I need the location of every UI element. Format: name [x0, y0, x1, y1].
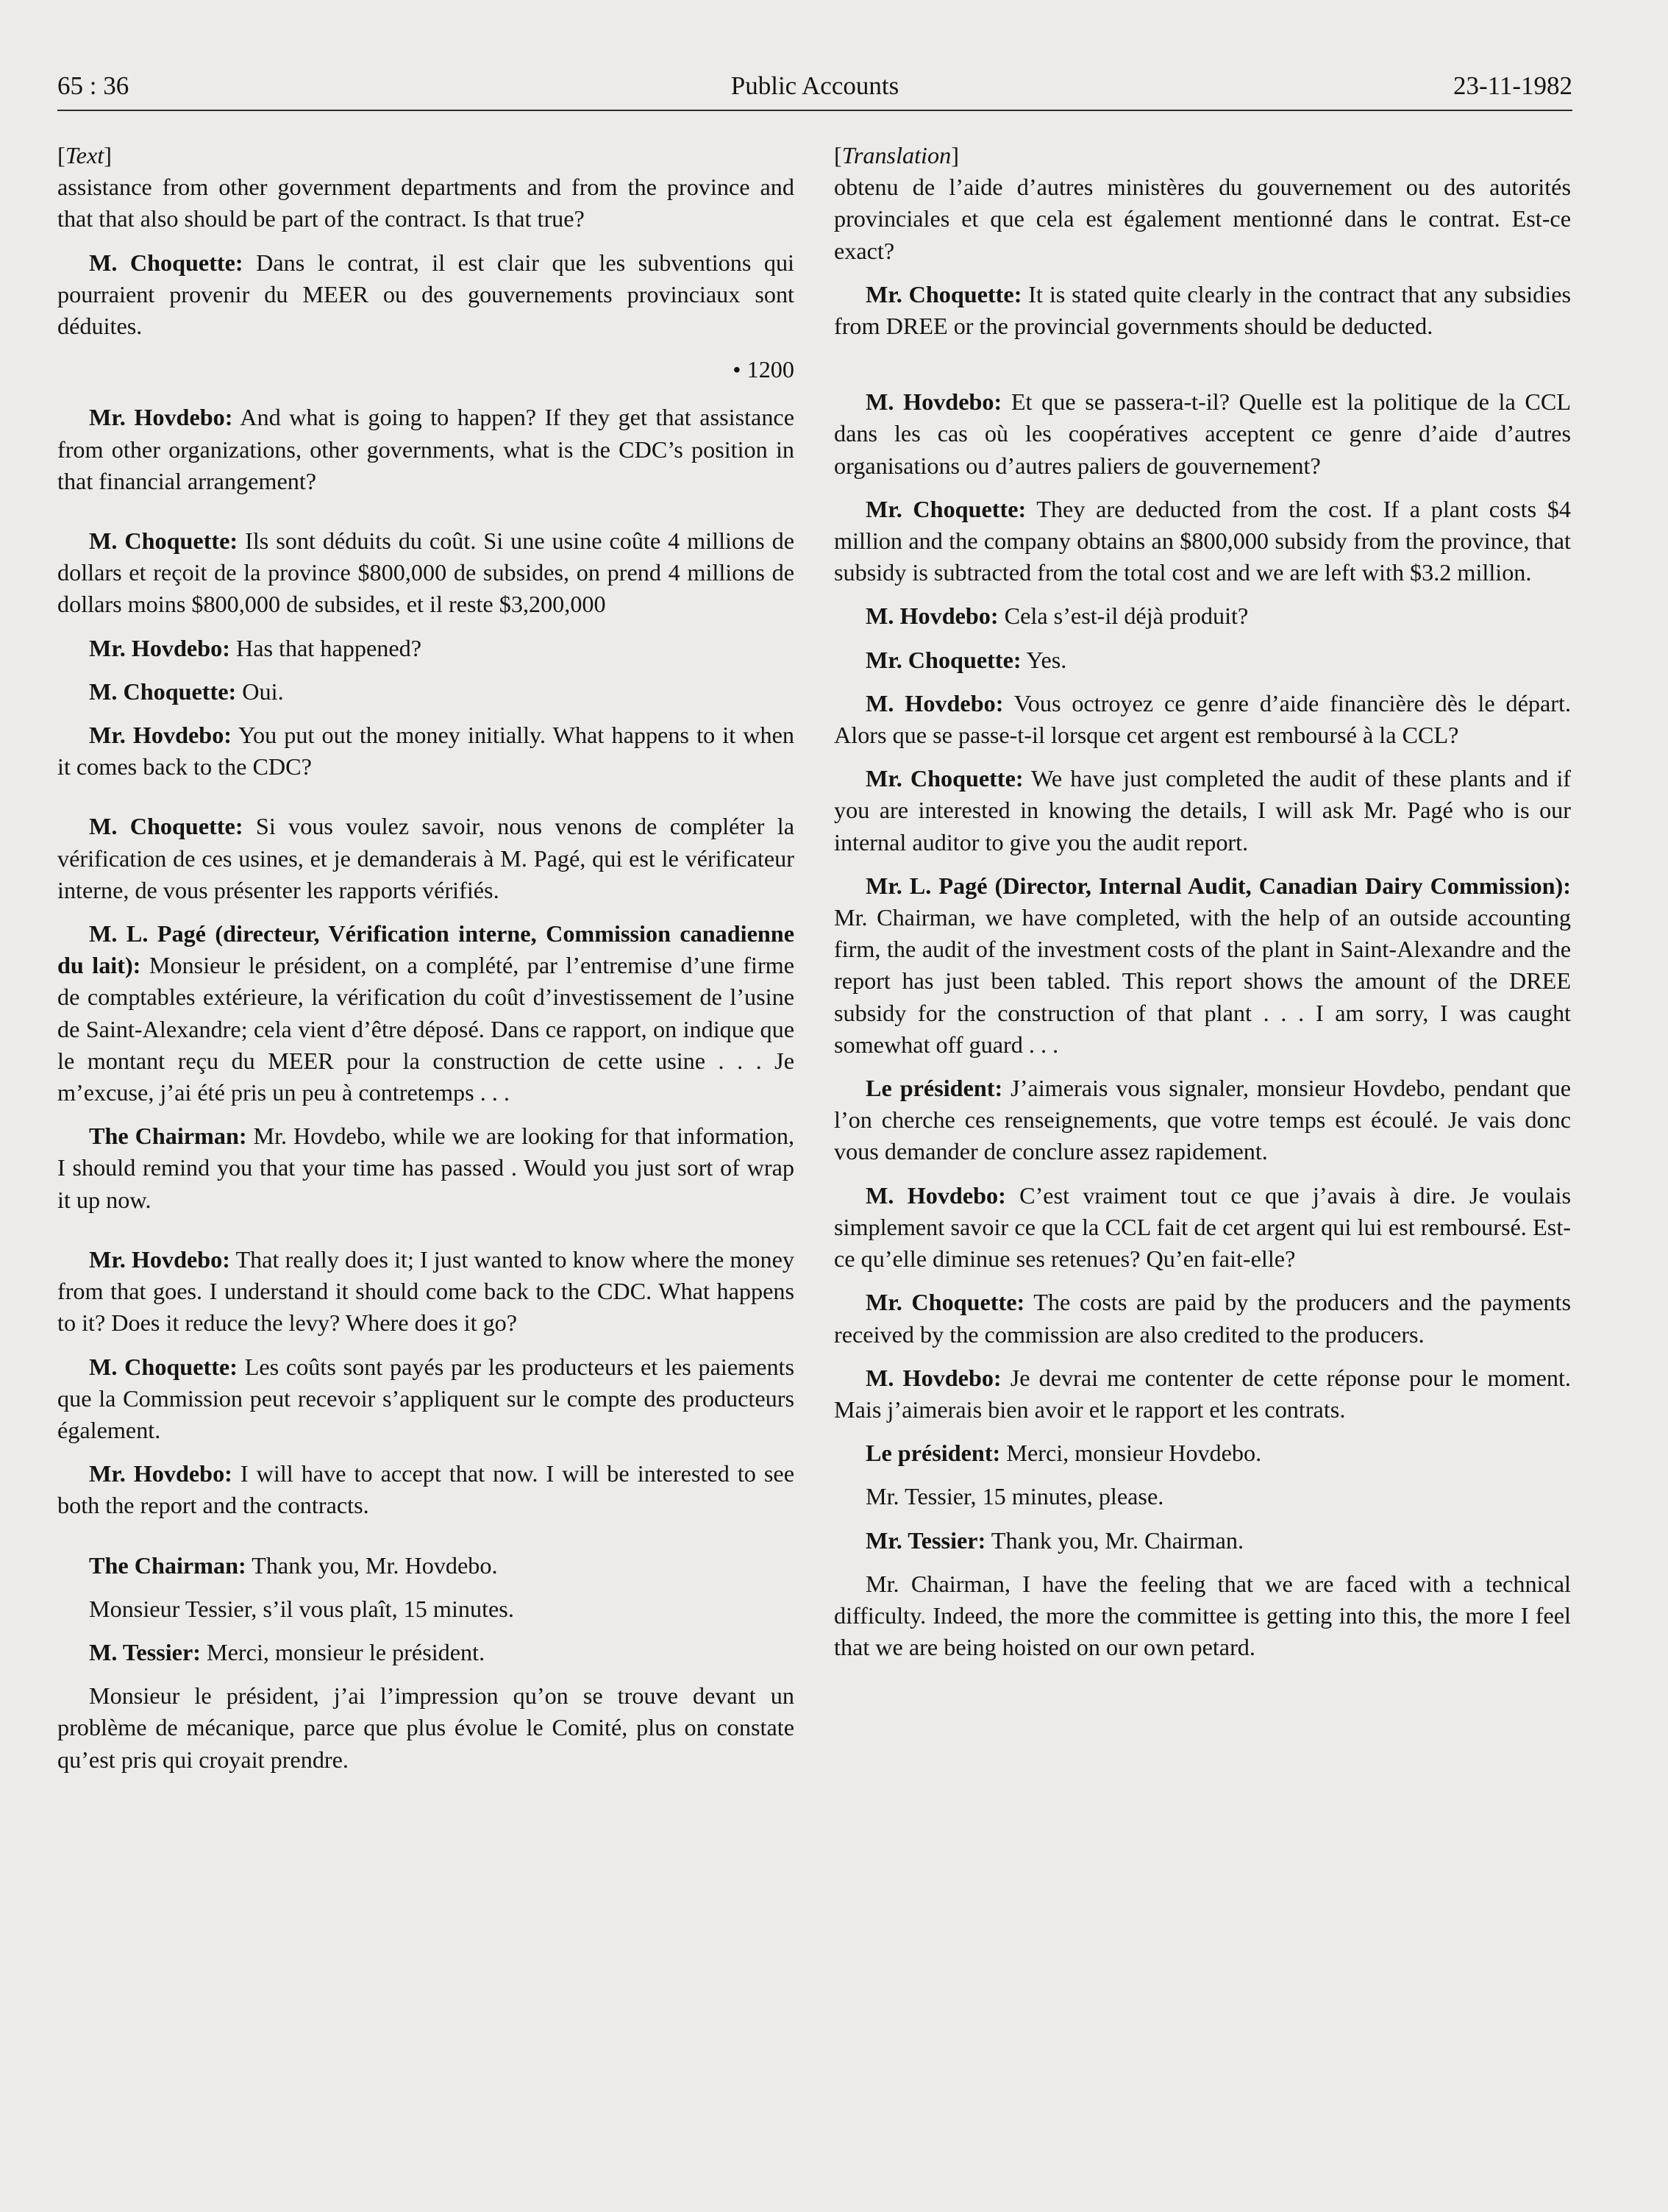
speech-text: Et que se passera-t-il? Quelle est la politique de la CCL dans les cas où les coopératives acceptent ce genre d’aide d’autres organisations ou d’autres paliers de gouvernement? — [834, 388, 1571, 479]
left-column — [57, 140, 794, 1788]
speaker-name: Mr. L. Pagé (Director, Internal Audit, Canadian Dairy Commission): — [866, 872, 1571, 899]
speech-text: Mr. Chairman, we have completed, with the help of an outside accounting firm, the audit of the investment costs of the plant in Saint-Alexandre and the report has just been tabled. This report shows the amount of the DREE subsidy for the construction of that plant . . . I am sorry, I was caught somewhat off guard . . . — [834, 904, 1571, 1058]
speech-paragraph — [834, 1180, 1571, 1276]
speaker-name: Mr. Choquette: — [866, 646, 1022, 673]
speech-text: J’aimerais vous signaler, monsieur Hovdebo, pendant que l’on cherche ces renseignements, que votre temps est écoulé. Je vais donc vous demander de conclure assez rapidement. — [834, 1075, 1571, 1165]
speech-paragraph — [834, 494, 1571, 589]
spacer — [834, 354, 1571, 370]
speech-text: Thank you, Mr. Chairman. — [986, 1526, 1244, 1554]
speech-text: And what is going to happen? If they get that assistance from other organizations, other governments, what is the CDC’s position in that financial arrangement? — [57, 404, 794, 494]
speaker-name: Mr. Hovdebo: — [89, 1460, 232, 1487]
speaker-name: M. Choquette: — [89, 1353, 238, 1380]
speech-paragraph — [57, 1120, 794, 1216]
speech-text: I will have to accept that now. I will be interested to see both the report and the contracts. — [57, 1460, 794, 1519]
page-header — [57, 68, 1572, 104]
speech-paragraph — [57, 1244, 794, 1340]
speech-text: They are deducted from the cost. If a plant costs $4 million and the company obtains an $800,000 subsidy from the province, that subsidy is subtracted from the total cost and we are left with $3.2 million. — [834, 495, 1571, 586]
right-column — [834, 140, 1571, 1675]
speech-paragraph — [57, 676, 794, 708]
speaker-name: Mr. Hovdebo: — [89, 634, 230, 661]
speech-paragraph — [834, 1362, 1571, 1426]
sitting-date: 23-11-1982 — [1453, 71, 1572, 100]
speech-text: The costs are paid by the producers and the payments received by the commission are also credited to the producers. — [834, 1289, 1571, 1348]
speaker-name: M. Hovdebo: — [866, 388, 1002, 416]
speaker-name: Mr. Hovdebo: — [89, 722, 232, 749]
speech-paragraph — [834, 763, 1571, 858]
speech-text: Si vous voulez savoir, nous venons de compléter la vérification de ces usines, et je demanderais à M. Pagé, qui est le vérificateur interne, de vous présenter les rapports vérifiés. — [57, 813, 794, 903]
spacer — [834, 370, 1571, 386]
speech-text: That really does it; I just wanted to know where the money from that goes. I understand it should come back to the CDC. What happens to it? Does it reduce the levy? Where does it go? — [57, 1245, 794, 1337]
plain-paragraph: Monsieur le président, j’ai l’impression qu’on se trouve devant un problème de mécanique, parce que plus évolue le Comité, plus on constate qu’est pris qui croyait prendre. — [57, 1682, 794, 1773]
speech-text: Les coûts sont payés par les producteurs et les paiements que la Commission peut recevoir s’appliquent sur le compte des producteurs également. — [57, 1353, 795, 1443]
speech-text: C’est vraiment tout ce que j’avais à dire. Je voulais simplement savoir ce que la CCL fait de cet argent qui lui est remboursé. Est-ce qu’elle diminue ses retenues? Qu’en fait-elle? — [834, 1181, 1571, 1273]
speech-text: Thank you, Mr. Hovdebo. — [246, 1551, 498, 1579]
speaker-name: M. Choquette: — [89, 527, 238, 555]
speech-text: Mr. Hovdebo, while we are looking for that information, I should remind you that your time has passed . Would you just sort of wrap it up now. — [57, 1123, 794, 1213]
speech-paragraph — [57, 247, 794, 343]
speech-paragraph — [834, 1073, 1571, 1168]
speech-text: We have just completed the audit of these plants and if you are interested in knowing the details, I will ask Mr. Pagé who is our internal auditor to give you the audit report. — [834, 765, 1572, 856]
speech-paragraph — [57, 811, 794, 906]
speaker-name: M. Choquette: — [89, 813, 243, 840]
continued-paragraph: assistance from other government departments and from the province and that that also should be part of the contract. Is that true? — [57, 174, 794, 232]
speaker-name: Mr. Tessier: — [866, 1526, 986, 1554]
speaker-name: M. Hovdebo: — [866, 689, 1004, 716]
speaker-name: The Chairman: — [89, 1551, 246, 1579]
speech-paragraph — [57, 1458, 794, 1521]
speaker-name: M. Tessier: — [89, 1638, 201, 1665]
speaker-name: Le président: — [866, 1440, 1001, 1467]
publication-title: Public Accounts — [730, 71, 899, 100]
page-number: 65 : 36 — [57, 71, 129, 100]
speech-text: Merci, monsieur Hovdebo. — [1000, 1440, 1262, 1467]
speaker-name: M. Hovdebo: — [866, 1181, 1006, 1209]
speech-text: Cela s’est-il déjà produit? — [998, 602, 1249, 630]
speech-paragraph — [834, 688, 1571, 751]
speech-paragraph — [57, 402, 794, 497]
spacer — [57, 794, 794, 811]
speech-text: Merci, monsieur le président. — [200, 1638, 485, 1665]
speech-paragraph — [57, 719, 794, 783]
language-label: [Translation] — [834, 142, 959, 168]
plain-paragraph: Monsieur Tessier, s’il vous plaît, 15 minutes. — [89, 1595, 514, 1622]
language-label: [Text] — [57, 142, 112, 168]
speech-text: Oui. — [236, 678, 284, 705]
speech-paragraph — [57, 1637, 794, 1668]
speech-text: Yes. — [1021, 646, 1067, 673]
speech-text: Monsieur le président, on a complété, par l’entremise d’une firme de comptables extérieure, la vérification du coût d’investissement de l’usine de Saint-Alexandre; cela vient d’être déposé. Dans ce rapport, on indique que le montant reçu du MEER pour la construction de cette usine . . . Je m’excuse, j’ai été pris un peu à contretemps . . . — [57, 952, 794, 1106]
speech-paragraph — [834, 1437, 1571, 1469]
speech-paragraph — [834, 1287, 1571, 1350]
speaker-name: M. L. Pagé (directeur, Vérification interne, Commission canadienne du lait): — [57, 920, 794, 979]
speech-text: Dans le contrat, il est clair que les subventions qui pourraient provenir du MEER ou des gouvernements provinciaux sont déduites. — [57, 249, 794, 340]
speech-text: Ils sont déduits du coût. Si une usine coûte 4 millions de dollars et reçoit de la province $800,000 de subsides, on prend 4 millions de dollars moins $800,000 de subsides, et il reste $3,200,000 — [57, 527, 794, 618]
speech-text: Vous octroyez ce genre d’aide financière dès le départ. Alors que se passe-t-il lorsque cet argent est remboursé à la CCL? — [834, 689, 1571, 749]
speech-text: It is stated quite clearly in the contract that any subsidies from DREE or the provincial governments should be deducted. — [834, 280, 1572, 340]
speech-text: You put out the money initially. What happens to it when it comes back to the CDC? — [57, 722, 794, 780]
speaker-name: Mr. Choquette: — [866, 765, 1024, 792]
speech-paragraph — [57, 525, 794, 621]
spacer — [57, 1534, 794, 1550]
speaker-name: M. Choquette: — [89, 678, 237, 705]
header-rule — [57, 110, 1572, 111]
speaker-name: The Chairman: — [89, 1123, 247, 1150]
speech-paragraph — [834, 386, 1571, 482]
speaker-name: M. Hovdebo: — [866, 1364, 1002, 1391]
plain-paragraph: Mr. Chairman, I have the feeling that we are faced with a technical difficulty. Indeed, the more the committee is getting into this, the more I feel that we are being hoisted on our own petard. — [834, 1570, 1571, 1661]
speaker-name: Le président: — [866, 1075, 1003, 1102]
speech-paragraph — [834, 644, 1571, 676]
speaker-name: M. Hovdebo: — [866, 602, 999, 630]
speech-paragraph — [834, 870, 1571, 1061]
speech-paragraph — [834, 1525, 1571, 1557]
speech-paragraph — [57, 1351, 794, 1447]
speaker-name: Mr. Hovdebo: — [89, 404, 233, 431]
speaker-name: Mr. Choquette: — [866, 280, 1022, 307]
speaker-name: Mr. Choquette: — [866, 1289, 1025, 1316]
speech-paragraph — [834, 600, 1571, 632]
spacer — [57, 1228, 794, 1244]
plain-paragraph: Mr. Tessier, 15 minutes, please. — [866, 1483, 1164, 1510]
speech-paragraph — [57, 633, 794, 664]
speaker-name: M. Choquette: — [89, 249, 243, 276]
continued-paragraph: obtenu de l’aide d’autres ministères du gouvernement ou des autorités provinciales et que cela est également mentionné dans le contrat. Est-ce exact? — [834, 174, 1571, 264]
speaker-name: Mr. Hovdebo: — [89, 1245, 230, 1273]
speech-paragraph — [57, 1550, 794, 1582]
speech-paragraph — [57, 918, 794, 1109]
speech-text: Je devrai me contenter de cette réponse pour le moment. Mais j’aimerais bien avoir et le rapport et les contrats. — [834, 1364, 1571, 1423]
speaker-name: Mr. Choquette: — [866, 495, 1027, 522]
spacer — [57, 509, 794, 525]
time-marker: • 1200 — [733, 356, 794, 383]
speech-text: Has that happened? — [229, 634, 422, 661]
speech-paragraph — [834, 279, 1571, 342]
